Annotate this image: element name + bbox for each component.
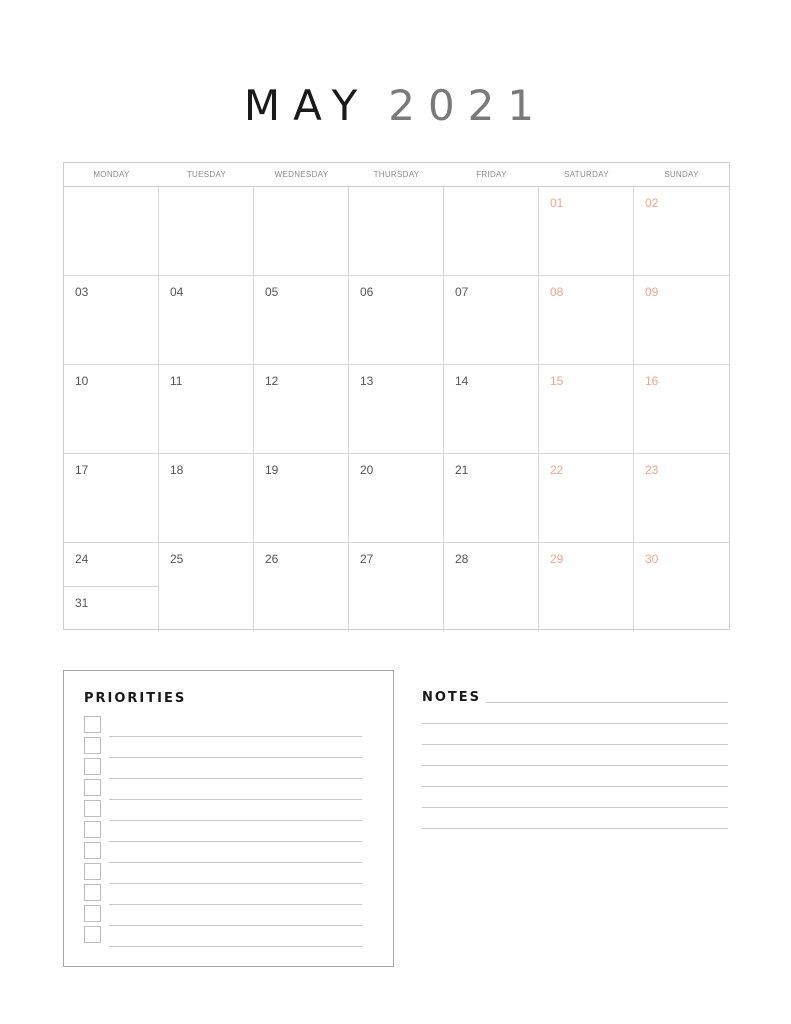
notes-write-line — [422, 786, 728, 787]
day-cell — [444, 543, 539, 632]
day-number: 04 — [170, 285, 184, 299]
checkbox[interactable] — [84, 737, 101, 754]
day-cell — [159, 187, 254, 276]
checkbox[interactable] — [84, 716, 101, 733]
day-cell — [444, 187, 539, 276]
day-cell — [159, 276, 254, 365]
day-cell — [254, 454, 349, 543]
priority-item — [84, 905, 362, 923]
day-number: 17 — [75, 463, 89, 477]
day-number: 24 — [75, 552, 89, 566]
weekday-label-saturday: SATURDAY — [564, 170, 609, 179]
day-number: 01 — [550, 196, 564, 210]
day-cell — [159, 365, 254, 454]
checkbox[interactable] — [84, 926, 101, 943]
day-cell — [64, 454, 159, 543]
day-number: 28 — [455, 552, 469, 566]
notes-write-line — [422, 765, 728, 766]
day-cell — [349, 454, 444, 543]
weekday-label-friday: FRIDAY — [476, 170, 507, 179]
day-cell — [539, 276, 634, 365]
day-number: 21 — [455, 463, 469, 477]
priority-write-line — [109, 946, 362, 947]
day-cell — [634, 187, 730, 276]
notes-write-line — [422, 723, 728, 724]
day-cell — [444, 365, 539, 454]
day-cell — [159, 454, 254, 543]
day-number-extra: 31 — [75, 596, 89, 610]
day-number: 06 — [360, 285, 374, 299]
day-cell — [634, 365, 730, 454]
day-number: 15 — [550, 374, 564, 388]
day-cell — [444, 454, 539, 543]
priority-item — [84, 779, 362, 797]
day-cell — [349, 543, 444, 632]
day-cell — [64, 276, 159, 365]
priority-item — [84, 821, 362, 839]
day-cell — [539, 543, 634, 632]
page-title — [0, 82, 791, 130]
priorities-title: PRIORITIES — [84, 691, 187, 706]
notes-write-line — [422, 807, 728, 808]
checkbox[interactable] — [84, 842, 101, 859]
day-number: 20 — [360, 463, 374, 477]
weekday-label-thursday: THURSDAY — [373, 170, 420, 179]
priorities-box — [63, 670, 394, 967]
day-number: 30 — [645, 552, 659, 566]
day-number: 18 — [170, 463, 184, 477]
day-cell — [159, 543, 254, 632]
checkbox[interactable] — [84, 800, 101, 817]
day-cell — [444, 276, 539, 365]
day-cell — [349, 365, 444, 454]
priority-item — [84, 737, 362, 755]
priority-item — [84, 716, 362, 734]
checkbox[interactable] — [84, 884, 101, 901]
priority-item — [84, 926, 362, 944]
day-number: 12 — [265, 374, 279, 388]
weekday-header-row — [64, 163, 729, 187]
day-number: 29 — [550, 552, 564, 566]
day-cell — [64, 187, 159, 276]
day-number: 23 — [645, 463, 659, 477]
day-number: 14 — [455, 374, 469, 388]
priority-item — [84, 863, 362, 881]
day-number: 19 — [265, 463, 279, 477]
day-number: 11 — [170, 374, 183, 388]
priority-item — [84, 800, 362, 818]
priority-item — [84, 884, 362, 902]
day-cell — [539, 187, 634, 276]
notes-write-line — [486, 702, 728, 703]
day-cell — [254, 276, 349, 365]
day-number: 16 — [645, 374, 659, 388]
checkbox[interactable] — [84, 905, 101, 922]
weekday-label-monday: MONDAY — [93, 170, 130, 179]
notes-write-line — [422, 828, 728, 829]
priority-item — [84, 758, 362, 776]
day-number: 05 — [265, 285, 279, 299]
notes-write-line — [422, 744, 728, 745]
day-cell — [349, 187, 444, 276]
day-number: 02 — [645, 196, 659, 210]
checkbox[interactable] — [84, 779, 101, 796]
day-number: 27 — [360, 552, 374, 566]
day-cell — [254, 365, 349, 454]
weekday-label-wednesday: WEDNESDAY — [274, 170, 329, 179]
day-number: 26 — [265, 552, 279, 566]
day-cell — [634, 276, 730, 365]
day-number: 22 — [550, 463, 564, 477]
day-cell — [634, 454, 730, 543]
month-calendar-grid — [63, 162, 730, 630]
day-cell — [64, 365, 159, 454]
split-cell-divider — [64, 543, 159, 587]
title-month: MAY — [243, 81, 371, 130]
title-year: 2021 — [388, 81, 548, 130]
day-cell — [539, 454, 634, 543]
checkbox[interactable] — [84, 863, 101, 880]
day-number: 13 — [360, 374, 374, 388]
checkbox[interactable] — [84, 758, 101, 775]
checkbox[interactable] — [84, 821, 101, 838]
day-cell — [349, 276, 444, 365]
day-number: 10 — [75, 374, 89, 388]
day-cell — [539, 365, 634, 454]
day-cell — [254, 543, 349, 632]
day-cell — [254, 187, 349, 276]
priority-item — [84, 842, 362, 860]
notes-title: NOTES — [422, 690, 482, 705]
weekday-label-tuesday: TUESDAY — [186, 170, 227, 179]
day-number: 25 — [170, 552, 184, 566]
day-number: 03 — [75, 285, 89, 299]
day-cell — [634, 543, 730, 632]
day-number: 08 — [550, 285, 564, 299]
weekday-label-sunday: SUNDAY — [664, 170, 699, 179]
day-number: 09 — [645, 285, 659, 299]
day-number: 07 — [455, 285, 469, 299]
